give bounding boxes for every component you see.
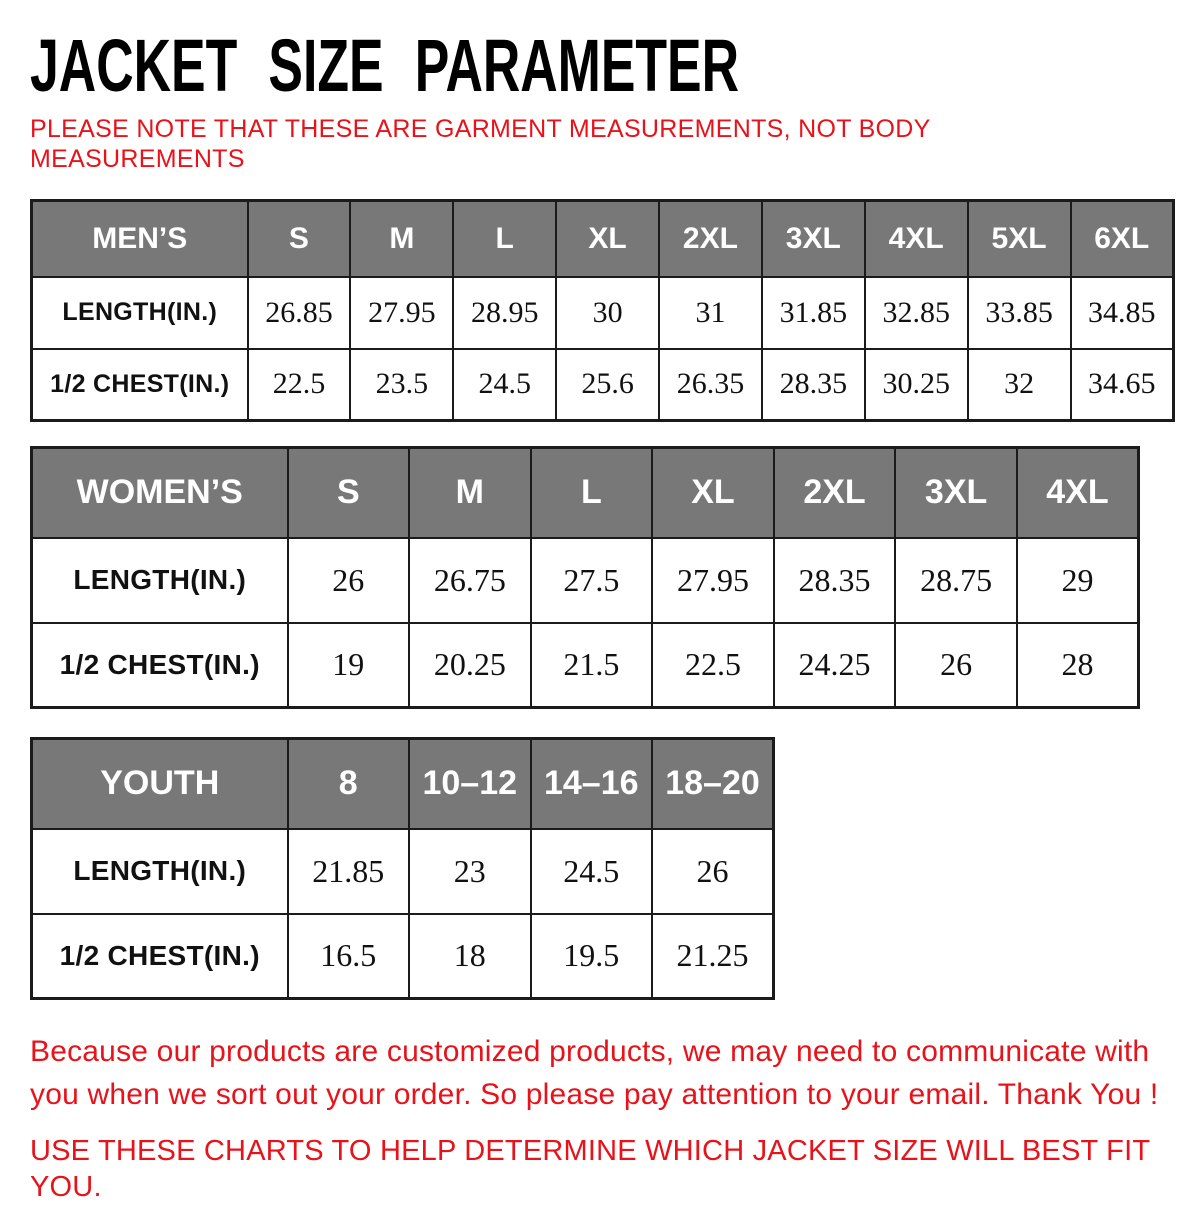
measurement-row bbox=[32, 349, 1174, 421]
size-column-header: S bbox=[288, 448, 410, 538]
size-value-cell: 22.5 bbox=[248, 349, 351, 421]
size-column-header: M bbox=[409, 448, 531, 538]
size-value-cell: 18 bbox=[409, 914, 531, 999]
size-column-header: 4XL bbox=[1017, 448, 1139, 538]
size-value-cell: 27.95 bbox=[652, 538, 774, 623]
size-column-header: 18–20 bbox=[652, 739, 774, 829]
size-column-header: 2XL bbox=[659, 201, 762, 277]
measurement-row bbox=[32, 623, 1139, 708]
page-title: JACKET SIZE PARAMETER bbox=[30, 24, 739, 107]
size-value-cell: 27.5 bbox=[531, 538, 653, 623]
row-label: 1/2 CHEST(IN.) bbox=[32, 623, 288, 708]
womens-table-container bbox=[30, 446, 1172, 709]
size-value-cell: 31 bbox=[659, 277, 762, 349]
size-column-header: 10–12 bbox=[409, 739, 531, 829]
size-value-cell: 23 bbox=[409, 829, 531, 914]
table-group-header: YOUTH bbox=[32, 739, 288, 829]
size-value-cell: 28.75 bbox=[895, 538, 1017, 623]
size-column-header: M bbox=[350, 201, 453, 277]
row-label: LENGTH(IN.) bbox=[32, 277, 248, 349]
size-header-row bbox=[32, 201, 1174, 277]
size-value-cell: 28 bbox=[1017, 623, 1139, 708]
measurement-row bbox=[32, 829, 774, 914]
size-value-cell: 30 bbox=[556, 277, 659, 349]
size-value-cell: 26 bbox=[288, 538, 410, 623]
size-value-cell: 32 bbox=[968, 349, 1071, 421]
size-value-cell: 20.25 bbox=[409, 623, 531, 708]
size-value-cell: 29 bbox=[1017, 538, 1139, 623]
size-value-cell: 26 bbox=[895, 623, 1017, 708]
size-value-cell: 26.85 bbox=[248, 277, 351, 349]
row-label: LENGTH(IN.) bbox=[32, 829, 288, 914]
size-value-cell: 21.25 bbox=[652, 914, 774, 999]
size-value-cell: 24.5 bbox=[453, 349, 556, 421]
size-column-header: L bbox=[453, 201, 556, 277]
size-value-cell: 26 bbox=[652, 829, 774, 914]
size-column-header: 5XL bbox=[968, 201, 1071, 277]
row-label: LENGTH(IN.) bbox=[32, 538, 288, 623]
youth-table-container bbox=[30, 737, 1172, 1000]
measurement-row bbox=[32, 914, 774, 999]
size-column-header: XL bbox=[556, 201, 659, 277]
size-column-header: 3XL bbox=[895, 448, 1017, 538]
size-header-row bbox=[32, 739, 774, 829]
size-column-header: 14–16 bbox=[531, 739, 653, 829]
size-value-cell: 25.6 bbox=[556, 349, 659, 421]
size-value-cell: 26.35 bbox=[659, 349, 762, 421]
size-value-cell: 21.5 bbox=[531, 623, 653, 708]
table-group-header: WOMEN’S bbox=[32, 448, 288, 538]
size-column-header: 3XL bbox=[762, 201, 865, 277]
size-value-cell: 28.95 bbox=[453, 277, 556, 349]
size-column-header: 2XL bbox=[774, 448, 896, 538]
youth-size-table bbox=[30, 737, 775, 1000]
table-group-header: MEN’S bbox=[32, 201, 248, 277]
size-value-cell: 22.5 bbox=[652, 623, 774, 708]
row-label: 1/2 CHEST(IN.) bbox=[32, 914, 288, 999]
size-value-cell: 24.25 bbox=[774, 623, 896, 708]
measurement-row bbox=[32, 538, 1139, 623]
size-header-row bbox=[32, 448, 1139, 538]
size-value-cell: 28.35 bbox=[762, 349, 865, 421]
mens-size-table bbox=[30, 199, 1175, 422]
size-value-cell: 19.5 bbox=[531, 914, 653, 999]
size-value-cell: 32.85 bbox=[865, 277, 968, 349]
size-value-cell: 27.95 bbox=[350, 277, 453, 349]
measurement-row bbox=[32, 277, 1174, 349]
size-column-header: 4XL bbox=[865, 201, 968, 277]
size-value-cell: 16.5 bbox=[288, 914, 410, 999]
size-value-cell: 26.75 bbox=[409, 538, 531, 623]
size-column-header: L bbox=[531, 448, 653, 538]
garment-measurement-note: PLEASE NOTE THAT THESE ARE GARMENT MEASUREMENTS, NOT BODY MEASUREMENTS bbox=[30, 115, 931, 173]
size-value-cell: 28.35 bbox=[774, 538, 896, 623]
customization-notice: Because our products are customized products, we may need to communicate with you when we sort out your order. So please pay attention to your email. Thank You ! bbox=[30, 1035, 1159, 1111]
size-value-cell: 33.85 bbox=[968, 277, 1071, 349]
size-value-cell: 19 bbox=[288, 623, 410, 708]
size-value-cell: 31.85 bbox=[762, 277, 865, 349]
size-column-header: XL bbox=[652, 448, 774, 538]
size-value-cell: 23.5 bbox=[350, 349, 453, 421]
size-value-cell: 34.85 bbox=[1071, 277, 1174, 349]
size-value-cell: 24.5 bbox=[531, 829, 653, 914]
mens-table-container bbox=[30, 199, 1172, 422]
size-value-cell: 34.65 bbox=[1071, 349, 1174, 421]
womens-size-table bbox=[30, 446, 1140, 709]
size-column-header: 6XL bbox=[1071, 201, 1174, 277]
size-column-header: S bbox=[248, 201, 351, 277]
size-fit-advice: USE THESE CHARTS TO HELP DETERMINE WHICH JACKET SIZE WILL BEST FIT YOU. bbox=[30, 1135, 1150, 1203]
size-value-cell: 21.85 bbox=[288, 829, 410, 914]
row-label: 1/2 CHEST(IN.) bbox=[32, 349, 248, 421]
size-column-header: 8 bbox=[288, 739, 410, 829]
size-value-cell: 30.25 bbox=[865, 349, 968, 421]
